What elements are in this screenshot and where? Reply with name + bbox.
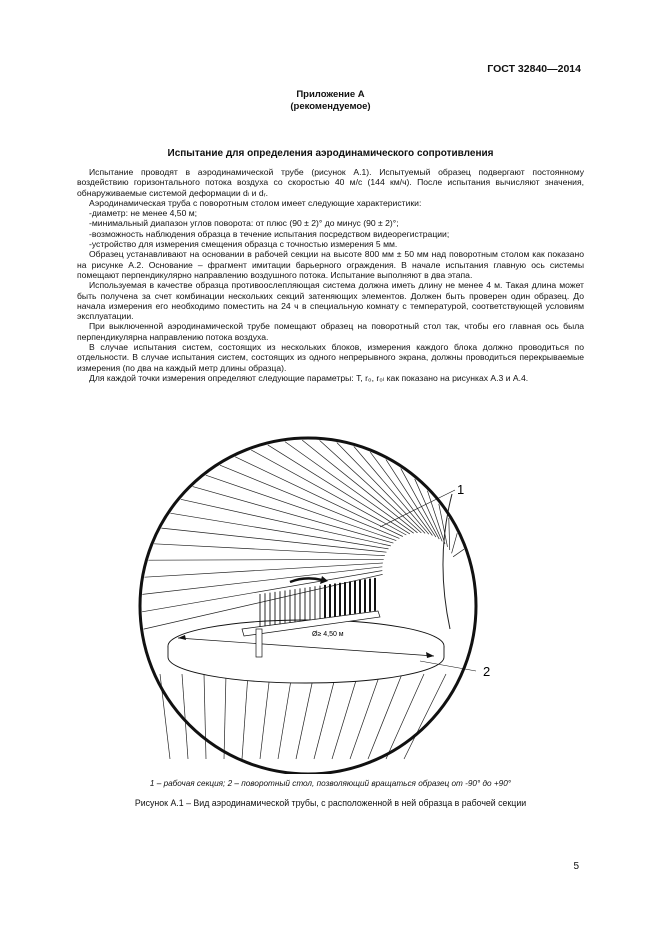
list-item: -устройство для измерения смещения образца с точностью измерения 5 мм. — [89, 239, 398, 250]
figure-legend: 1 – рабочая секция; 2 – поворотный стол, позволяющий вращаться образец от -90° до +90° — [149, 779, 512, 788]
section-title: Испытание для определения аэродинамического сопротивления — [167, 148, 494, 159]
annex-title: Приложение А — [296, 89, 365, 100]
sample-support — [256, 629, 262, 657]
floor-line — [260, 674, 270, 759]
paragraph: Для каждой точки измерения определяют следующие параметры: T, r₀, r₀ₗ как показано на рисунках А.3 и А.4. — [89, 372, 529, 383]
floor-line — [296, 674, 314, 759]
floor-line — [224, 674, 226, 759]
floor-line — [332, 674, 358, 759]
page-number: 5 — [573, 861, 579, 872]
tunnel-line — [251, 450, 406, 535]
rotating-table — [168, 620, 444, 683]
tunnel-line — [206, 475, 396, 540]
tunnel-line — [452, 533, 458, 553]
paragraph: Образец устанавливают на основании в рабочей секции на высоте 800 мм ± 50 мм над поворотным столом как показано на рисунке А.2. Основание – фрагмент имитации барьерного ограждения. В начале испытания главную ось системы помещают перпендикулярно направлению воздушного потока. Испытание выполняют в два этапа. — [77, 249, 584, 280]
floor-line — [404, 674, 446, 759]
tunnel-line — [148, 559, 383, 560]
tunnel-line — [449, 518, 450, 550]
tunnel-line — [181, 499, 391, 546]
callout-1: 1 — [457, 482, 465, 497]
paragraph: При выключенной аэродинамической трубе помещают образец на поворотный стол так, чтобы его главная ось была перпендикулярна направлению потока воздуха. — [77, 321, 584, 342]
tunnel-line — [235, 457, 403, 537]
callout-2: 2 — [483, 664, 490, 679]
paragraph: Аэродинамическая труба с поворотным столом имеет следующие характеристики: — [89, 197, 422, 208]
tunnel-line — [145, 563, 383, 577]
wind-tunnel-figure — [130, 424, 490, 774]
paragraph: В случае испытания систем, состоящих из нескольких блоков, измерения каждого блока должно проводиться по отдельности. В случае испытания систем, состоящих из одного непрерывного экрана, должны проводиться перекрываемые измерения (по два на каждый метр длины образца). — [77, 342, 584, 373]
paragraph: Используемая в качестве образца противоослепляющая система должна иметь длину не менее 4 м. Такая длина может быть получена за счет комбинации нескольких секций затеняющих элементов. Должен быть проверен один образец. До начала измерения его необходимо поместить на 24 ч в специальную комнату с температурой, соответствующей условиям эксплуатации. — [77, 280, 584, 322]
floor-line — [386, 674, 424, 759]
floor-line — [350, 674, 380, 759]
floor-line — [314, 674, 336, 759]
floor-line — [278, 674, 292, 759]
body-text — [77, 167, 584, 383]
annex-subtitle: (рекомендуемое) — [290, 101, 371, 112]
floor-line — [368, 674, 402, 759]
list-item: -возможность наблюдения образца в течение испытания посредством видеорегистрации; — [89, 228, 450, 239]
tunnel-line — [142, 571, 382, 612]
tunnel-line — [386, 459, 436, 537]
tunnel-line — [453, 549, 464, 557]
floor-line — [204, 674, 206, 759]
tunnel-circle — [140, 438, 476, 774]
standard-header: ГОСТ 32840—2014 — [487, 63, 581, 75]
annex-heading — [0, 89, 661, 113]
list-item: -диаметр: не менее 4,50 м; — [89, 208, 198, 219]
figure-caption: Рисунок А.1 – Вид аэродинамической трубы, с расположенной в ней образца в рабочей секции — [134, 798, 527, 808]
list-item: -минимальный диапазон углов поворота: от плюс (90 ± 2)° до минус (90 ± 2)°; — [89, 218, 399, 229]
tunnel-line — [170, 513, 388, 549]
paragraph: Испытание проводят в аэродинамической трубе (рисунок А.1). Испытуемый образец подвергают постоянному воздействию горизонтального потока воздуха со скоростью 40 м/с (144 км/ч). После испытания вычисляют значения, обнаруживаемые системой деформации dₗ и dᵣ. — [77, 167, 584, 198]
tunnel-line — [154, 544, 385, 556]
floor-line — [242, 674, 248, 759]
tunnel-line — [142, 567, 382, 595]
diameter-label: Ø≥ 4,50 м — [312, 631, 344, 638]
